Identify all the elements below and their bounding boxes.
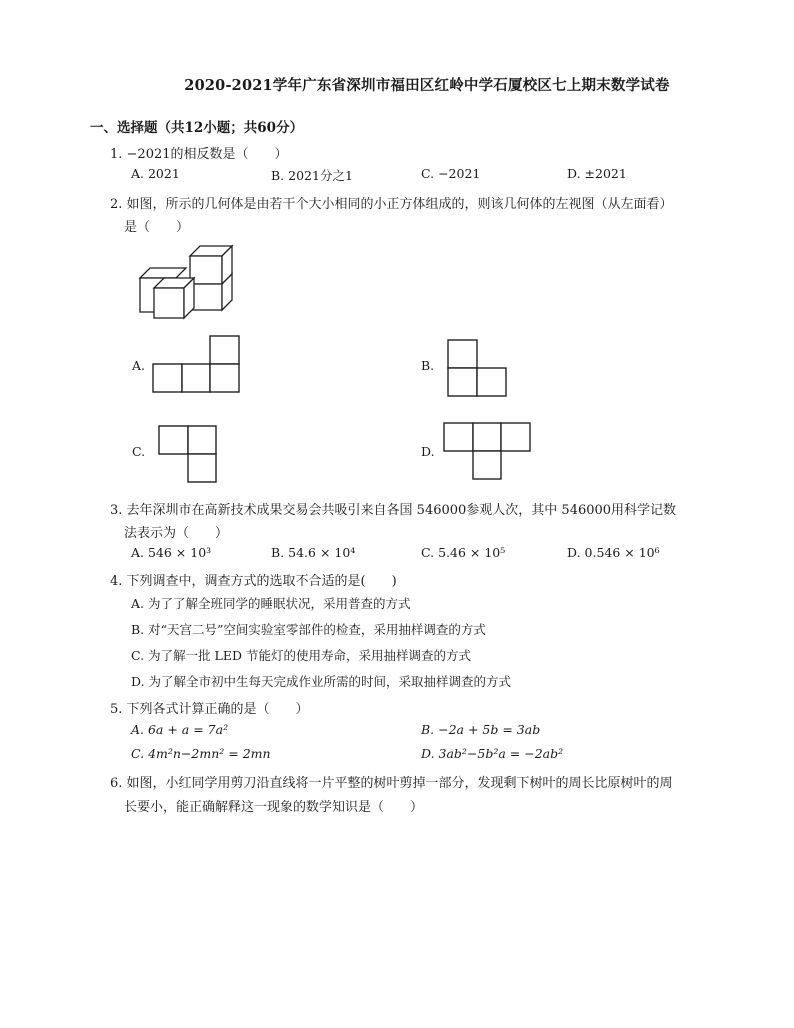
question-5-option-a: A. 6a + a = 7a² <box>131 722 229 737</box>
question-1-option-a: A. 2021 <box>131 166 180 181</box>
question-3-stem-line1: 3. 去年深圳市在高新技术成果交易会共吸引来自各国 546000参观人次，其中 546000用科学记数 <box>110 503 677 518</box>
question-4-option-a: A. 为了了解全班同学的睡眠状况，采用普查的方式 <box>131 596 411 611</box>
question-1-option-c: C. −2021 <box>421 166 481 181</box>
question-2-stem-line2: 是（ ） <box>124 220 190 235</box>
question-6-stem-line1: 6. 如图，小红同学用剪刀沿直线将一片平整的树叶剪掉一部分，发现剩下树叶的周长比原树叶的周 <box>110 776 673 791</box>
option-b-view-figure <box>446 338 510 398</box>
question-3-stem-line2: 法表示为（ ） <box>124 526 229 541</box>
question-2-option-d-label: D. <box>421 444 435 459</box>
question-3-option-b: B. 54.6 × 10⁴ <box>271 545 356 560</box>
question-2-option-a-label: A. <box>132 358 146 373</box>
question-2-option-c-label: C. <box>132 444 146 459</box>
question-5-option-c: C. 4m²n−2mn² = 2mn <box>131 746 271 761</box>
option-d-view-figure <box>442 422 534 482</box>
question-1-stem: 1. −2021的相反数是（ ） <box>110 147 288 162</box>
question-2-option-b-label: B. <box>421 358 435 373</box>
cube-solid-figure <box>134 244 234 320</box>
question-4-option-c: C. 为了解一批 LED 节能灯的使用寿命，采用抽样调查的方式 <box>131 648 471 663</box>
question-3-option-a: A. 546 × 10³ <box>131 545 212 560</box>
question-5-option-d: D. 3ab²−5b²a = −2ab² <box>421 746 564 761</box>
question-4-stem: 4. 下列调查中，调查方式的选取不合适的是( ) <box>110 574 397 589</box>
question-5-option-b: B. −2a + 5b = 3ab <box>421 722 541 737</box>
question-6-stem-line2: 长要小，能正确解释这一现象的数学知识是（ ） <box>124 800 424 815</box>
question-3-option-c: C. 5.46 × 10⁵ <box>421 545 506 560</box>
question-2-stem-line1: 2. 如图，所示的几何体是由若干个大小相同的小正方体组成的，则该几何体的左视图（从左面看） <box>110 197 673 212</box>
section-heading: 一、选择题（共12小题；共60分） <box>90 120 304 136</box>
question-1-option-d: D. ±2021 <box>567 166 627 181</box>
question-4-option-b: B. 对“天宫二号”空间实验室零部件的检查，采用抽样调查的方式 <box>131 622 486 637</box>
question-1-option-b: B. 2021分之1 <box>271 168 353 183</box>
option-a-view-figure <box>152 334 244 394</box>
question-4-option-d: D. 为了解全市初中生每天完成作业所需的时间，采取抽样调查的方式 <box>131 674 512 689</box>
question-3-option-d: D. 0.546 × 10⁶ <box>567 545 660 560</box>
question-5-stem: 5. 下列各式计算正确的是（ ） <box>110 702 309 717</box>
option-c-view-figure <box>157 424 221 484</box>
page-title: 2020-2021学年广东省深圳市福田区红岭中学石厦校区七上期末数学试卷 <box>184 77 670 94</box>
